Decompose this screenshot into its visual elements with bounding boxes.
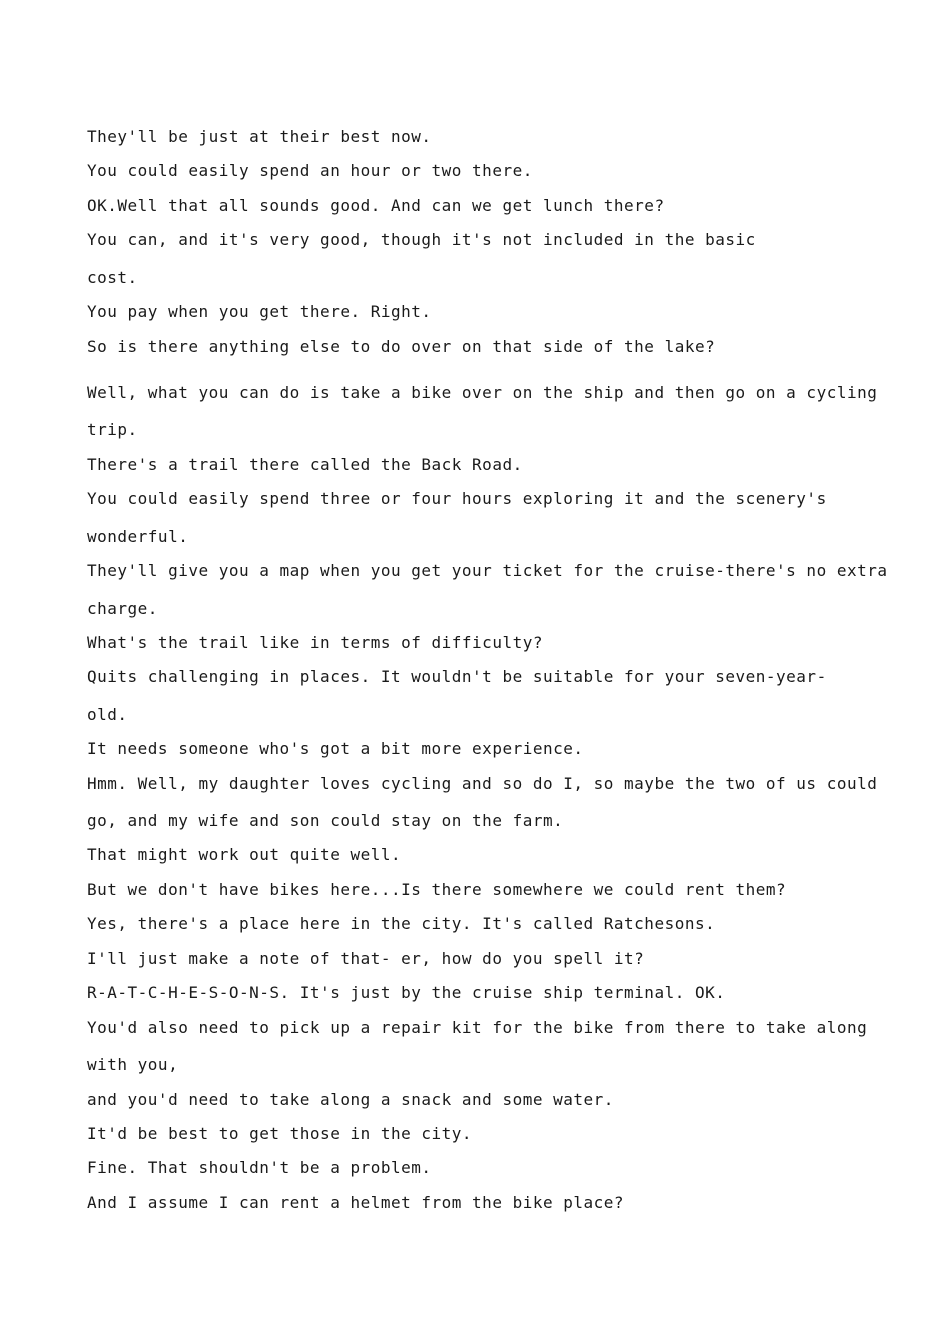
transcript-line: So is there anything else to do over on that side of the lake? xyxy=(87,337,716,356)
transcript-line: go, and my wife and son could stay on the farm. xyxy=(87,811,564,830)
transcript-line: Fine. That shouldn't be a problem. xyxy=(87,1158,432,1177)
transcript-line: They'll give you a map when you get your ticket for the cruise-there's no extra xyxy=(87,561,888,580)
transcript-line: Quits challenging in places. It wouldn't be suitable for your seven-year- xyxy=(87,667,827,686)
transcript-line: That might work out quite well. xyxy=(87,845,402,864)
transcript-line: It'd be best to get those in the city. xyxy=(87,1124,473,1143)
transcript-line: trip. xyxy=(87,420,138,439)
transcript-line: But we don't have bikes here...Is there somewhere we could rent them? xyxy=(87,880,787,899)
transcript-line: What's the trail like in terms of difficulty? xyxy=(87,633,543,652)
transcript-line: with you, xyxy=(87,1055,179,1074)
transcript-line: cost. xyxy=(87,268,138,287)
transcript-line: Well, what you can do is take a bike over on the ship and then go on a cycling xyxy=(87,383,878,402)
transcript-line: You could easily spend an hour or two there. xyxy=(87,161,533,180)
transcript-line: I'll just make a note of that- er, how do you spell it? xyxy=(87,949,645,968)
transcript-line: You pay when you get there. Right. xyxy=(87,302,432,321)
transcript-line: OK.Well that all sounds good. And can we get lunch there? xyxy=(87,196,665,215)
transcript-line: charge. xyxy=(87,599,158,618)
transcript-line: You'd also need to pick up a repair kit for the bike from there to take along xyxy=(87,1018,868,1037)
transcript-line: old. xyxy=(87,705,128,724)
transcript-line: You could easily spend three or four hours exploring it and the scenery's xyxy=(87,489,827,508)
transcript-line: Hmm. Well, my daughter loves cycling and so do I, so maybe the two of us could xyxy=(87,774,878,793)
transcript-line: wonderful. xyxy=(87,527,189,546)
transcript-line: You can, and it's very good, though it's not included in the basic xyxy=(87,230,756,249)
transcript-line: There's a trail there called the Back Road. xyxy=(87,455,523,474)
transcript-line: It needs someone who's got a bit more experience. xyxy=(87,739,584,758)
transcript-line: Yes, there's a place here in the city. It's called Ratchesons. xyxy=(87,914,716,933)
transcript-line: And I assume I can rent a helmet from the bike place? xyxy=(87,1193,625,1212)
transcript-line: R-A-T-C-H-E-S-O-N-S. It's just by the cruise ship terminal. OK. xyxy=(87,983,726,1002)
transcript-line: They'll be just at their best now. xyxy=(87,127,432,146)
transcript-line: and you'd need to take along a snack and some water. xyxy=(87,1090,614,1109)
